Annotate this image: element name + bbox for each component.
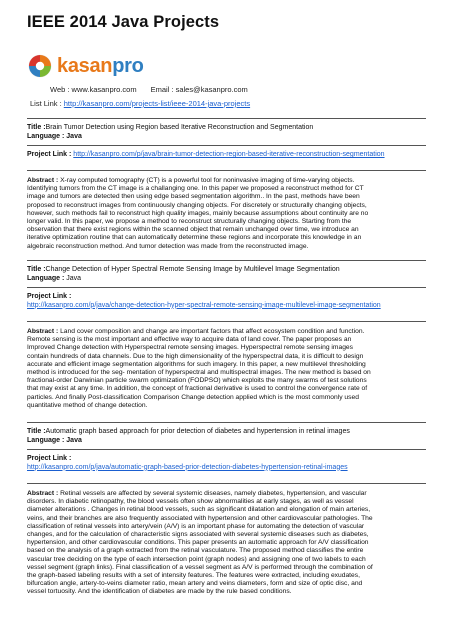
project-1-abstract (27, 177, 426, 251)
divider (27, 287, 426, 288)
abstract-line: Land cover composition and change are important factors that affect ecosystem condition and function. (60, 328, 365, 335)
title-label: Title : (27, 428, 46, 435)
project-link[interactable]: http://kasanpro.com/p/java/change-detection-hyper-spectral-remote-sensing-image-multilevel-image-segmentation (27, 301, 381, 309)
abstract-line: fractional-order Darwinian particle swarm optimization (FODPSO) which exploits the many swarms of test solutions (27, 377, 367, 385)
divider (27, 118, 426, 119)
logo-wordmark-a: kasan (57, 54, 113, 77)
project-3-abstract (27, 490, 426, 597)
abstract-line: the graph-based labeling results with a set of intensity features. The features were extracted, including exudates, (27, 572, 360, 580)
abstract-label: Abstract : (27, 177, 61, 184)
kasanpro-logo (27, 52, 144, 80)
abstract-line: accurate and efficient image segmentation algorithms for such imagery. In this paper, a new multilevel thresholding (27, 360, 366, 368)
divider (27, 260, 426, 261)
abstract-line: observation that there exist regions within the scanned object that remain unchanged over time, we introduce an (27, 226, 359, 234)
abstract-line: iterative optimization routine that can automatically determine these regions and incorporate this knowledge in an (27, 234, 362, 242)
abstract-line: veins, and their branches are also frequently associated with hypertension and other cardiovascular pathologies. The (27, 514, 373, 522)
project-link-label: Project Link : (27, 455, 72, 462)
abstract-line: image and tumors are detected then using edge based segmentation algorithm.. In the past, methods have been (27, 193, 360, 201)
project-3-link (27, 455, 426, 472)
web-label: Web : www.kasanpro.com (50, 85, 137, 94)
project-link[interactable]: http://kasanpro.com/p/java/brain-tumor-detection-region-based-iterative-reconstruction-segmentation (73, 151, 385, 158)
abstract-label: Abstract : (27, 328, 61, 335)
abstract-label: Abstract : (27, 490, 61, 497)
language-label: Language : (27, 132, 67, 140)
project-2-header (27, 266, 426, 283)
email-label: Email : sales@kasanpro.com (150, 85, 248, 94)
project-title: Brain Tumor Detection using Region based Iterative Reconstruction and Segmentation (45, 124, 314, 131)
abstract-line: hypertension, and other cardiovascular conditions. This paper presents an automatic approach for A/V classification (27, 539, 369, 547)
logo-wordmark-b: pro (112, 54, 144, 77)
abstract-line: that may exist at any time. In addition, the concept of fractional derivative is used to control the convergence rate of (27, 385, 368, 393)
list-link-line (30, 99, 250, 108)
abstract-line: Improved Change detection with Hyperspectral remote sensing images. Hyperspectral remote sensing images (27, 344, 353, 352)
abstract-line: bifurcation angle, artery-to-veins diameter ratio, mean artery and veins diameters, form and size of optic disc, and (27, 580, 363, 588)
project-link[interactable]: http://kasanpro.com/p/java/automatic-graph-based-prior-detection-diabetes-hypertension-retinal-images (27, 463, 348, 471)
project-link-label: Project Link : (27, 293, 72, 300)
contact-line (50, 85, 248, 94)
project-language: Java (66, 436, 82, 444)
list-link-label: List Link : (30, 99, 64, 108)
abstract-line: quantitative method of change detection. (27, 401, 148, 409)
abstract-line: vascular tree deciding on the type of each intersection point (graph nodes) and assigning one of two labels to each (27, 555, 366, 563)
divider (27, 449, 426, 450)
divider (27, 321, 426, 322)
divider (27, 483, 426, 484)
abstract-line: vessel segment (graph links). Final classification of a vessel segment as A/V is performed through the combination of (27, 563, 373, 571)
divider (27, 422, 426, 423)
project-1-link (27, 151, 426, 160)
project-language: Java (66, 274, 82, 282)
abstract-line: vessel tortuosity. And the identification of diabetes are made by the rule based conditions. (27, 588, 292, 596)
project-2-abstract (27, 328, 426, 410)
project-title: Automatic graph based approach for prior detection of diabetes and hypertension in retinal images (45, 428, 350, 435)
abstract-line: longer valid. In this paper, we propose a method to reconstruct structurally changing objects. Starting from the (27, 218, 352, 226)
abstract-line: X-ray computed tomography (CT) is a powerful tool for noninvasive imaging of time-varying objects. (60, 177, 355, 184)
kasanpro-logo-icon (27, 53, 53, 79)
language-label: Language : (27, 436, 67, 444)
project-3-header (27, 428, 426, 445)
logo-wordmark (57, 55, 144, 78)
title-label: Title : (27, 266, 46, 273)
abstract-line: particles. And finally Post-classification Comparison Change detection applied which is the most commonly used (27, 393, 359, 401)
project-language: Java (66, 132, 82, 140)
title-label: Title : (27, 124, 46, 131)
language-label: Language : (27, 274, 67, 282)
abstract-line: proposed to reconstruct images from continuously changing objects. For discretely or structurally changing objects, (27, 201, 367, 209)
abstract-line: however, such methods fail to reconstruct high quality images, mainly because assumptions about continuity are no (27, 209, 369, 217)
abstract-line: Retinal vessels are affected by several systemic diseases, namely diabetes, hypertension, and vascular (60, 490, 367, 497)
project-link-label: Project Link : (27, 151, 74, 158)
project-title: Change Detection of Hyper Spectral Remote Sensing Image by Multilevel Image Segmentation (45, 266, 340, 273)
abstract-line: Identifying tumors from the CT image is a challanging one. In this paper we proposed a reconstruct method for CT (27, 185, 364, 193)
project-1-header (27, 124, 426, 141)
abstract-line: based on the analysis of a graph extracted from the retinal vasculature. The proposed method classifies the entire (27, 547, 364, 555)
abstract-line: Remote sensing is the most important and effective way to acquire data of land cover. The paper proposes an (27, 336, 352, 344)
project-2-link (27, 293, 426, 310)
divider (27, 170, 426, 171)
list-link[interactable]: http://kasanpro.com/projects-list/ieee-2014-java-projects (63, 99, 251, 108)
page-title: IEEE 2014 Java Projects (27, 13, 220, 31)
abstract-line: diameter alterations . Changes in retinal blood vessels, such as significant dilatation and elongation of main arteries, (27, 506, 371, 514)
abstract-line: contain hundreds of data channels. Due to the high dimensionality of the hyperspectral data, it is difficult to design (27, 352, 364, 360)
divider (27, 145, 426, 146)
abstract-line: classification of retinal vessels into artery/vein (A/V) is an important phase for automating the detection of vascular (27, 522, 365, 530)
abstract-line: changes, and for the calculation of characteristic signs associated with several systemic diseases such as diabetes, (27, 531, 369, 539)
abstract-line: method is introduced for the seg- mentation of hyperspectral and multispectral images. The new method is based on (27, 369, 371, 377)
abstract-line: algebraic reconstruction method. And tumor detection was made from the reconstructed image. (27, 242, 309, 250)
abstract-line: disorders. In diabetic retinopathy, the blood vessels often show abnormalities at early stages, as well as vessel (27, 498, 354, 506)
